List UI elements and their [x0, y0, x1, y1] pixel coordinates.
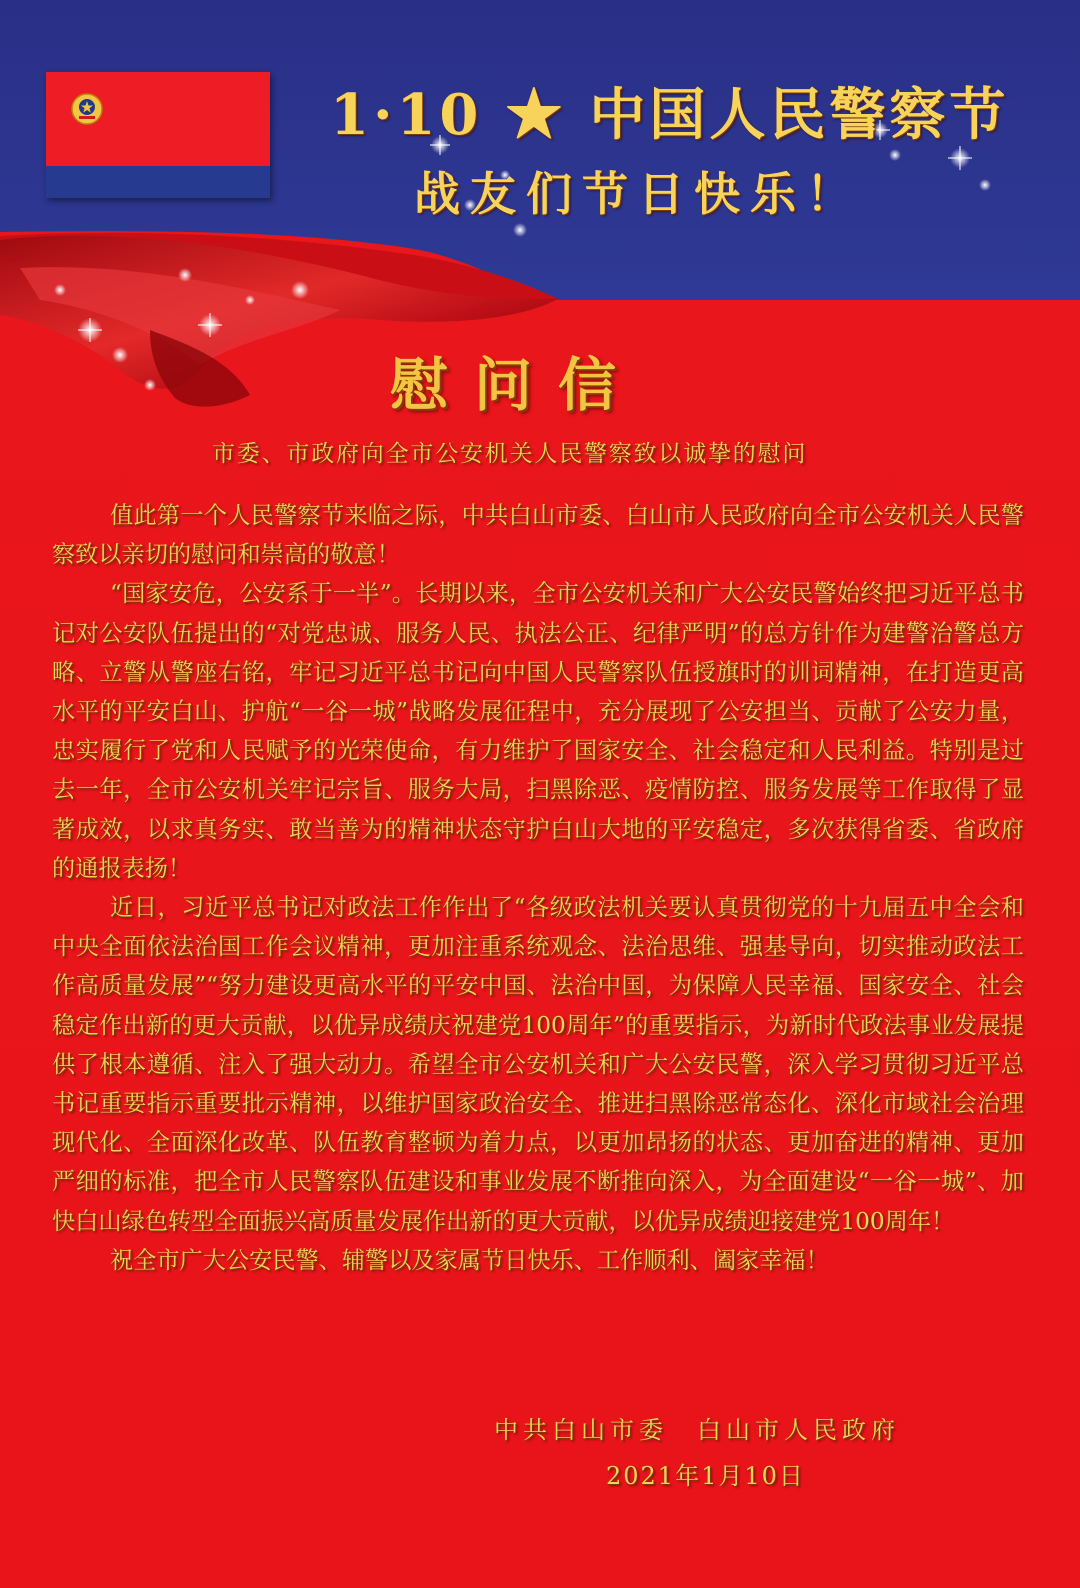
letter-signature: 中共白山市委 白山市人民政府 [494, 1416, 900, 1444]
letter-body [52, 496, 1024, 1280]
letter-date: 2021年1月10日 [606, 1462, 805, 1490]
holiday-greeting: 战友们节日快乐！ [414, 167, 862, 221]
letter-paragraph-2: “国家安危，公安系于一半”。长期以来，全市公安机关和广大公安民警始终把习近平总书记对公安队伍提出的“对党忠诚、服务人民、执法公正、纪律严明”的总方针作为建警治警总方略、立警从警座右铭，牢记习近平总书记向中国人民警察队伍授旗时的训词精神，在打造更高水平的平安白山、护航“一谷一城”战略发展征程中，充分展现了公安担当、贡献了公安力量，忠实履行了党和人民赋予的光荣使命，有力维护了国家安全、社会稳定和人民利益。特别是过去一年，全市公安机关牢记宗旨、服务大局，扫黑除恶、疫情防控、服务发展等工作取得了显著成效，以求真务实、敢当善为的精神状态守护白山大地的平安稳定，多次获得省委、省政府的通报表扬！ [52, 580, 1024, 882]
flag-blue-stripe [46, 166, 270, 198]
holiday-title: 1·10 ★ 中国人民警察节 [330, 82, 1010, 148]
letter-title: 慰问信 [390, 351, 643, 419]
letter-paragraph-4: 祝全市广大公安民警、辅警以及家属节日快乐、工作顺利、阖家幸福！ [110, 1246, 829, 1274]
police-flag [46, 72, 270, 198]
letter-paragraph-3: 近日，习近平总书记对政法工作作出了“各级政法机关要认真贯彻党的十九届五中全会和中央全面依法治国工作会议精神，更加注重系统观念、法治思维、强基导向，切实推动政法工作高质量发展”“努力建设更高水平的平安中国、法治中国，为保障人民幸福、国家安全、社会稳定作出新的更大贡献，以优异成绩庆祝建党100周年”的重要指示，为新时代政法事业发展提供了根本遵循、注入了强大动力。希望全市公安机关和广大公安民警，深入学习贯彻习近平总书记重要指示重要批示精神，以维护国家政治安全、推进扫黑除恶常态化、深化市域社会治理现代化、全面深化改革、队伍教育整顿为着力点，以更加昂扬的状态、更加奋进的精神、更加严细的标准，把全市人民警察队伍建设和事业发展不断推向深入，为全面建设“一谷一城”、加快白山绿色转型全面振兴高质量发展作出新的更大贡献，以优异成绩迎接建党100周年！ [52, 894, 1024, 1235]
police-emblem-icon [70, 92, 104, 126]
letter-paragraph-1: 值此第一个人民警察节来临之际，中共白山市委、白山市人民政府向全市公安机关人民警察致以亲切的慰问和崇高的敬意！ [52, 502, 1024, 569]
letter-subtitle: 市委、市政府向全市公安机关人民警察致以诚挚的慰问 [212, 441, 808, 467]
